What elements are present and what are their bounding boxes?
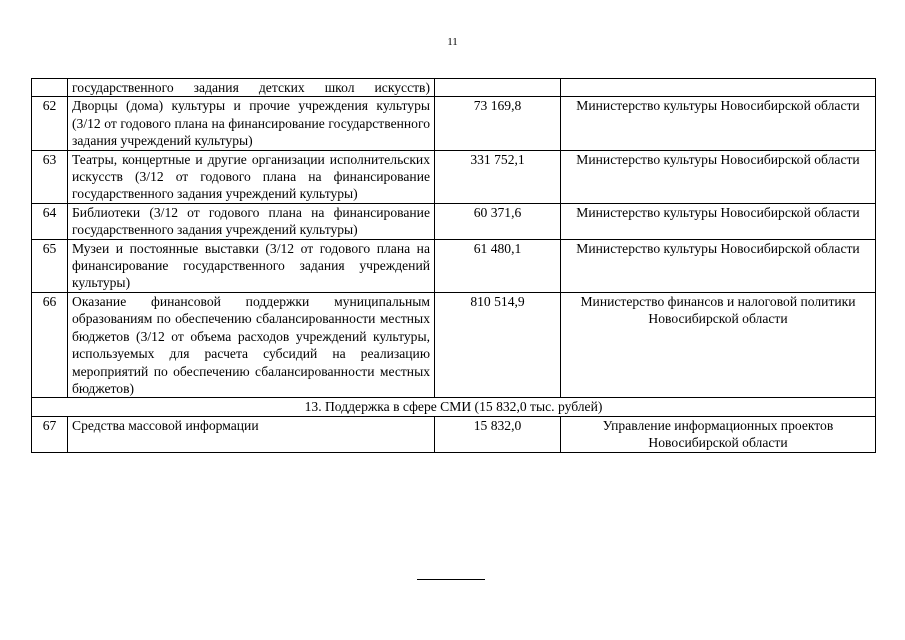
row-name: Средства массовой информации (68, 416, 435, 452)
row-sum: 73 169,8 (435, 97, 561, 150)
row-number: 66 (32, 292, 68, 397)
row-number (32, 79, 68, 97)
row-sum: 15 832,0 (435, 416, 561, 452)
row-name: Дворцы (дома) культуры и прочие учреждения культуры (3/12 от годового плана на финансирование государственного задания учреждений культуры) (68, 97, 435, 150)
row-sum: 61 480,1 (435, 239, 561, 292)
row-executor: Управление информационных проектов Новосибирской области (561, 416, 876, 452)
row-number: 64 (32, 203, 68, 239)
row-number: 63 (32, 150, 68, 203)
row-number: 65 (32, 239, 68, 292)
row-sum: 331 752,1 (435, 150, 561, 203)
row-executor: Министерство культуры Новосибирской области (561, 150, 876, 203)
row-name: государственного задания детских школ искусств) (68, 79, 435, 97)
table-row (32, 203, 876, 239)
section-row (32, 398, 876, 416)
footnote-rule (417, 579, 485, 580)
table-row (32, 79, 876, 97)
table-row (32, 150, 876, 203)
table-row (32, 239, 876, 292)
row-executor: Министерство культуры Новосибирской области (561, 97, 876, 150)
row-number: 67 (32, 416, 68, 452)
page-number: 11 (447, 36, 458, 48)
section-heading: 13. Поддержка в сфере СМИ (15 832,0 тыс. рублей) (32, 398, 876, 416)
row-name: Оказание финансовой поддержки муниципальным образованиям по обеспечению сбалансированности местных бюджетов (3/12 от объема расходов учреждений культуры, используемых для расчета субсидий на реализацию мероприятий по обеспечению сбалансированности местных бюджетов) (68, 292, 435, 397)
row-executor (561, 79, 876, 97)
row-sum: 810 514,9 (435, 292, 561, 397)
row-executor: Министерство культуры Новосибирской области (561, 239, 876, 292)
row-sum: 60 371,6 (435, 203, 561, 239)
table-row (32, 416, 876, 452)
row-executor: Министерство культуры Новосибирской области (561, 203, 876, 239)
row-name: Театры, концертные и другие организации исполнительских искусств (3/12 от годового плана на финансирование государственного задания учреждений культуры) (68, 150, 435, 203)
row-sum (435, 79, 561, 97)
row-number: 62 (32, 97, 68, 150)
row-name: Музеи и постоянные выставки (3/12 от годового плана на финансирование государственного задания учреждений культуры) (68, 239, 435, 292)
table-row (32, 97, 876, 150)
table-row (32, 292, 876, 397)
row-executor: Министерство финансов и налоговой политики Новосибирской области (561, 292, 876, 397)
row-name: Библиотеки (3/12 от годового плана на финансирование государственного задания учреждений культуры) (68, 203, 435, 239)
budget-table (31, 78, 876, 453)
